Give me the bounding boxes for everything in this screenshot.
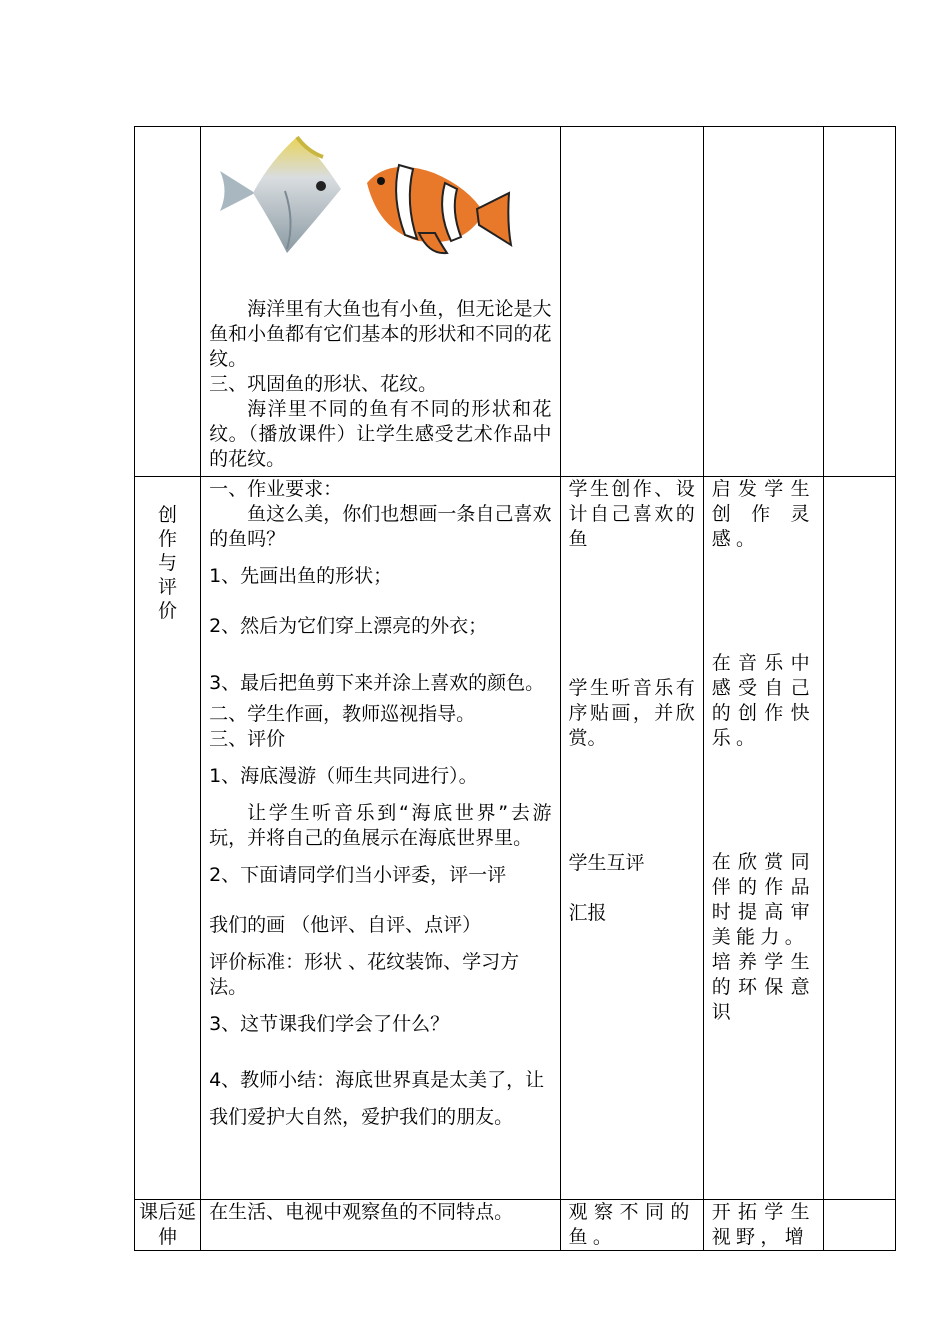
row-label-text: 课后延伸 (139, 1201, 197, 1248)
paragraph: 让学生听音乐到“海底世界”去游玩，并将自己的鱼展示在海底世界里。 (209, 802, 552, 849)
label-char: 作 (158, 528, 178, 550)
table-row (135, 477, 896, 1200)
paragraph: 海洋里不同的鱼有不同的形状和花纹。（播放课件）让学生感受艺术作品中的花纹。 (209, 398, 552, 470)
label-char: 与 (158, 552, 178, 574)
list-item: 4、教师小结：海底世界真是太美了，让我们爱护大自然，爱护我们的朋友。 (209, 1069, 545, 1128)
empty-label-cell (135, 127, 201, 477)
design-intent: 培养学生的环保意识 (711, 951, 815, 1023)
section-heading: 三、评价 (209, 728, 286, 750)
angelfish-image (215, 131, 350, 261)
list-item: 3、这节课我们学会了什么？ (209, 1013, 450, 1035)
table-row (135, 1200, 896, 1251)
lesson-table (134, 126, 896, 1251)
design-intent: 在音乐中感受自己的创作快乐。 (711, 652, 815, 749)
paragraph: 鱼这么美，你们也想画一条自己喜欢的鱼吗？ (209, 503, 552, 550)
notes-cell (823, 1200, 895, 1251)
notes-cell (823, 477, 895, 1200)
student-activity: 观察不同的鱼。 (568, 1201, 695, 1248)
table-row (135, 127, 896, 477)
row-label (135, 477, 201, 1200)
notes-cell (823, 127, 895, 477)
design-intent: 开拓学生视野，增 (711, 1201, 815, 1248)
design-intent: 在欣赏同伴的作品时提高审美能力。 (711, 851, 815, 948)
student-activity: 学生互评 (568, 852, 645, 874)
student-activity: 汇报 (568, 902, 607, 924)
content-cell (201, 477, 560, 1200)
student-activity-cell (560, 477, 703, 1200)
list-item: 2、下面请同学们当小评委，评一评 (209, 864, 507, 886)
section-heading: 一、作业要求： (209, 478, 343, 500)
label-char: 价 (158, 600, 178, 622)
design-intent-cell (703, 127, 823, 477)
content-cell (201, 127, 560, 477)
list-item: 2、然后为它们穿上漂亮的外衣； (209, 615, 488, 637)
design-intent: 启发学生创作灵感。 (711, 478, 815, 550)
section-heading: 二、学生作画，教师巡视指导。 (209, 703, 476, 725)
paragraph: 海洋里有大鱼也有小鱼，但无论是大鱼和小鱼都有它们基本的形状和不同的花纹。 (209, 298, 552, 370)
list-item: 1、先画出鱼的形状； (209, 565, 393, 587)
list-item: 3、最后把鱼剪下来并涂上喜欢的颜色。 (209, 672, 545, 694)
row-label (135, 1200, 201, 1251)
design-intent-cell (703, 1200, 823, 1251)
student-activity: 学生听音乐有序贴画，并欣赏。 (568, 677, 695, 749)
clownfish-image (359, 153, 514, 263)
paragraph: 评价标准：形状 、花纹装饰、学习方法。 (209, 951, 520, 998)
list-item: 1、海底漫游（师生共同进行）。 (209, 765, 478, 787)
paragraph: 我们的画 （他评、自评、点评） (209, 914, 482, 936)
label-char: 评 (158, 576, 178, 598)
label-char: 创 (158, 504, 178, 526)
fish-images (201, 127, 559, 297)
content-cell (201, 1200, 560, 1251)
student-activity-cell (560, 1200, 703, 1251)
section-heading: 三、巩固鱼的形状、花纹。 (209, 373, 438, 395)
student-activity: 学生创作、设计自己喜欢的鱼 (568, 478, 695, 550)
paragraph: 在生活、电视中观察鱼的不同特点。 (209, 1201, 514, 1223)
student-activity-cell (560, 127, 703, 477)
design-intent-cell (703, 477, 823, 1200)
